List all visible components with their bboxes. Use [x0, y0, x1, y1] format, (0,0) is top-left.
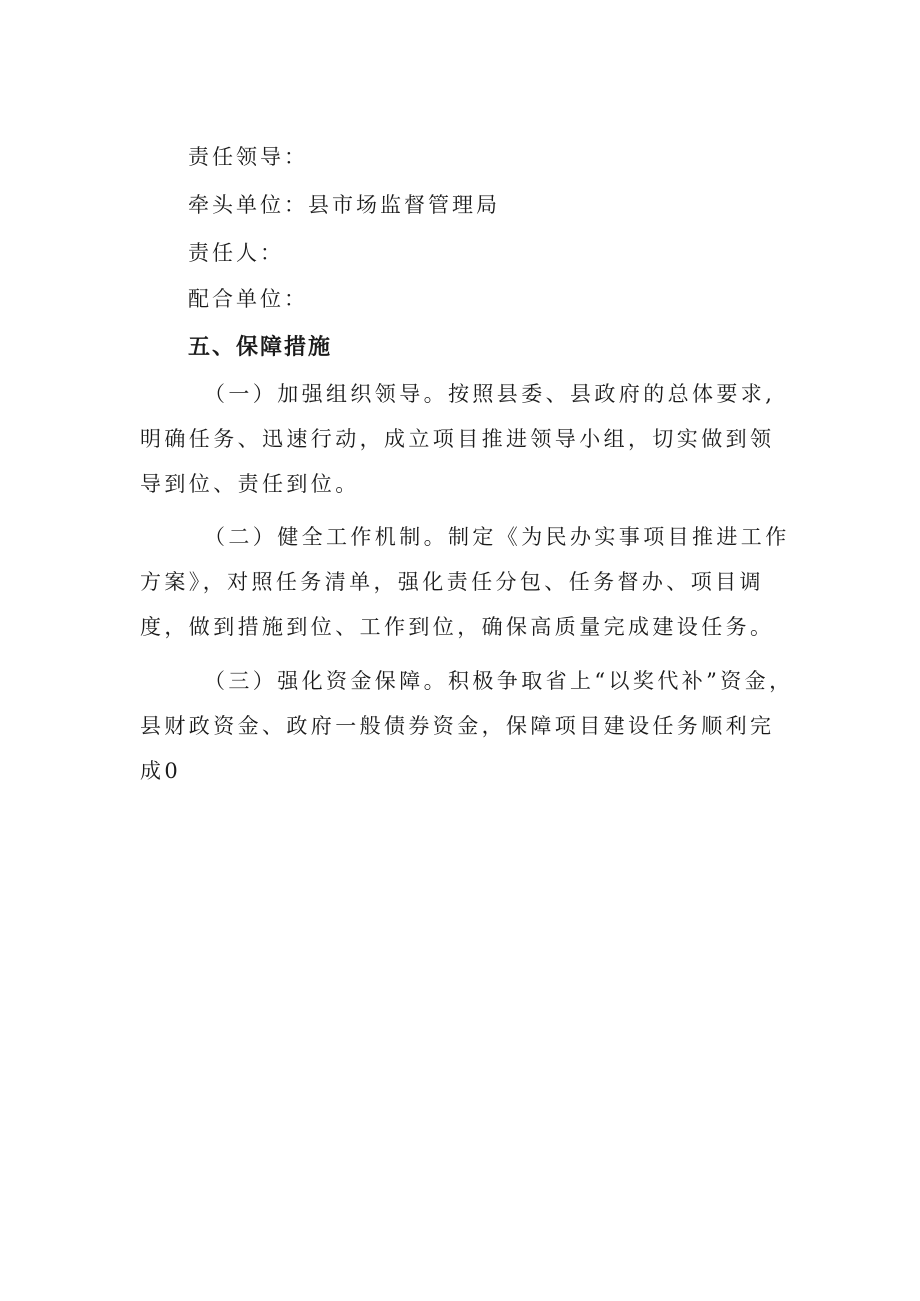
duty-responsible-leader: 责任领导： — [188, 145, 308, 169]
duty-responsible-person: 责任人： — [188, 241, 284, 265]
paragraph-organization: （一）加强组织领导。按照县委、县政府的总体要求,明确任务、迅速行动，成立项目推进领导小组，切实做到领导到位、责任到位。 — [140, 382, 776, 496]
duty-lead-unit: 牵头单位：县市场监督管理局 — [188, 193, 500, 217]
paragraph-funding: （三）强化资金保障。积极争取省上“以奖代补”资金，县财政资金、政府一般债券资金，保障项目建设任务顺利完成0 — [140, 669, 794, 783]
section-heading: 五、保障措施 — [188, 335, 333, 360]
paragraph-mechanism: （二）健全工作机制。制定《为民办实事项目推进工作方案》，对照任务清单，强化责任分包、任务督办、项目调度，做到措施到位、工作到位，确保高质量完成建设任务。 — [140, 525, 790, 639]
duty-cooperating-unit: 配合单位： — [188, 287, 308, 311]
